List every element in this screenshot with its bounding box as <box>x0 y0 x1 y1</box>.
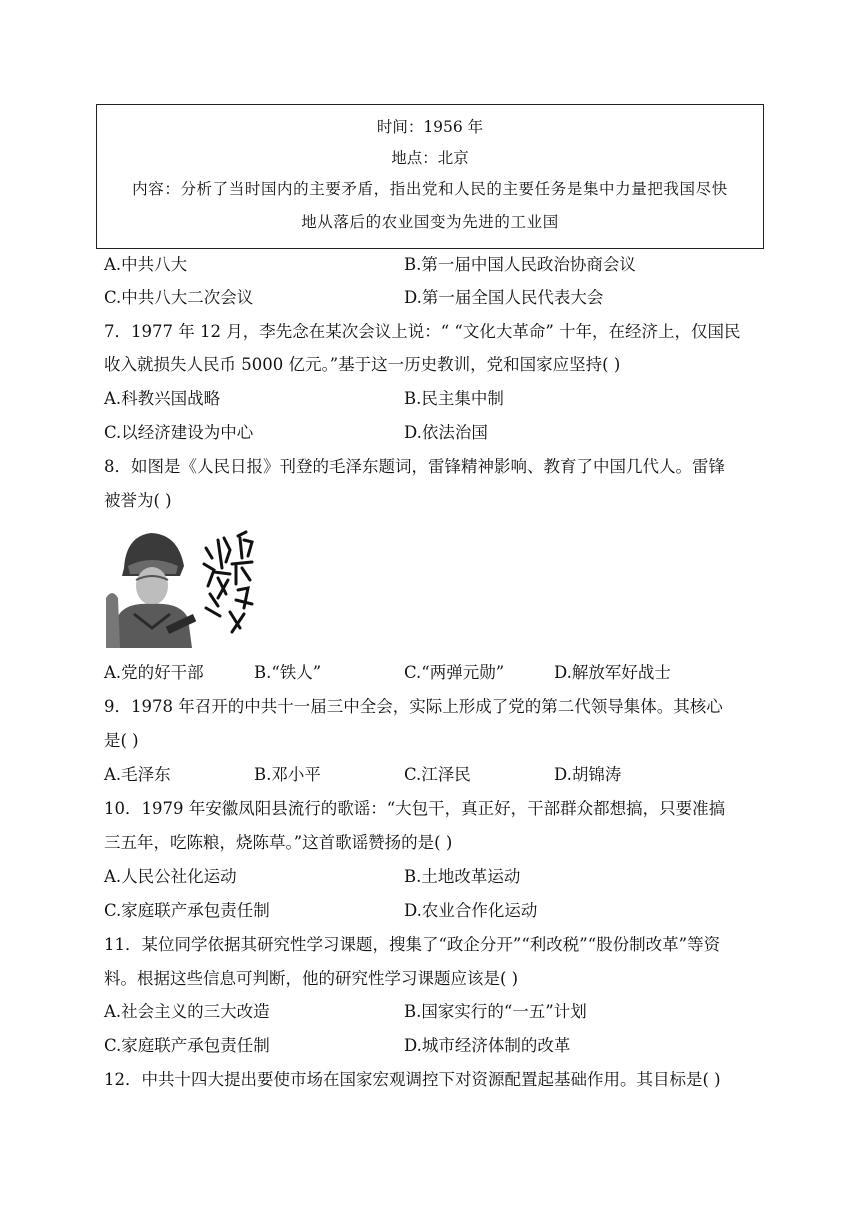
q8-option-c[interactable]: C.“两弹元勋” <box>404 663 505 682</box>
q9-stem-line1: 9．1978 年召开的中共十一届三中全会，实际上形成了党的第二代领导集体。其核心 <box>104 697 723 716</box>
q11-option-c[interactable]: C.家庭联产承包责任制 <box>104 1036 270 1055</box>
q11-stem-line1: 11．某位同学依据其研究性学习课题，搜集了“政企分开”“利改税”“股份制改革”等资 <box>104 935 721 954</box>
q10-option-b[interactable]: B.土地改革运动 <box>404 867 521 886</box>
q10-stem-line1: 10．1979 年安徽凤阳县流行的歌谣：“大包干，真正好，干部群众都想搞，只要准搞 <box>104 799 726 818</box>
lei-feng-photo-graphic <box>106 528 256 648</box>
info-place: 地点：北京 <box>391 149 469 167</box>
info-box <box>96 104 764 249</box>
q10-option-d[interactable]: D.农业合作化运动 <box>404 901 538 920</box>
q7-stem-line2: 收入就损失人民币 5000 亿元。”基于这一历史教训，党和国家应坚持( ) <box>104 355 621 374</box>
q6-option-a[interactable]: A.中共八大 <box>104 255 188 274</box>
lei-feng-photo <box>106 528 256 648</box>
q8-stem-line2: 被誉为( ) <box>104 491 172 510</box>
q10-stem-line2: 三五年，吃陈粮，烧陈草。”这首歌谣赞扬的是( ) <box>104 833 453 852</box>
q8-option-a[interactable]: A.党的好干部 <box>104 663 204 682</box>
q11-stem-line2: 料。根据这些信息可判断，他的研究性学习课题应该是( ) <box>104 969 519 988</box>
q9-option-b[interactable]: B.邓小平 <box>254 765 321 784</box>
info-time: 时间：1956 年 <box>376 118 484 136</box>
q10-option-a[interactable]: A.人民公社化运动 <box>104 867 237 886</box>
info-content-line1: 内容：分析了当时国内的主要矛盾，指出党和人民的主要任务是集中力量把我国尽快 <box>132 180 728 198</box>
q7-option-d[interactable]: D.依法治国 <box>404 423 488 442</box>
q7-stem-line1: 7．1977 年 12 月，李先念在某次会议上说：“ “文化大革命” 十年，在经济上，仅国民 <box>104 322 741 341</box>
q9-option-a[interactable]: A.毛泽东 <box>104 765 171 784</box>
q7-option-a[interactable]: A.科教兴国战略 <box>104 389 221 408</box>
q6-option-c[interactable]: C.中共八大二次会议 <box>104 288 254 307</box>
q9-stem-line2: 是( ) <box>104 731 139 750</box>
q12-stem-line1: 12．中共十四大提出要使市场在国家宏观调控下对资源配置起基础作用。其目标是( ) <box>104 1070 721 1089</box>
q6-option-d[interactable]: D.第一届全国人民代表大会 <box>404 288 604 307</box>
q6-option-b[interactable]: B.第一届中国人民政治协商会议 <box>404 255 636 274</box>
q7-option-b[interactable]: B.民主集中制 <box>404 389 504 408</box>
q10-option-c[interactable]: C.家庭联产承包责任制 <box>104 901 270 920</box>
info-content-line2: 地从落后的农业国变为先进的工业国 <box>301 213 559 231</box>
q11-option-d[interactable]: D.城市经济体制的改革 <box>404 1036 571 1055</box>
q8-option-b[interactable]: B.“铁人” <box>254 663 322 682</box>
q9-option-d[interactable]: D.胡锦涛 <box>554 765 622 784</box>
q7-option-c[interactable]: C.以经济建设为中心 <box>104 423 254 442</box>
q11-option-b[interactable]: B.国家实行的“一五”计划 <box>404 1002 587 1021</box>
q9-option-c[interactable]: C.江泽民 <box>404 765 471 784</box>
q8-stem-line1: 8．如图是《人民日报》刊登的毛泽东题词，雷锋精神影响、教育了中国几代人。雷锋 <box>104 457 725 476</box>
q8-option-d[interactable]: D.解放军好战士 <box>554 663 671 682</box>
q11-option-a[interactable]: A.社会主义的三大改造 <box>104 1002 270 1021</box>
